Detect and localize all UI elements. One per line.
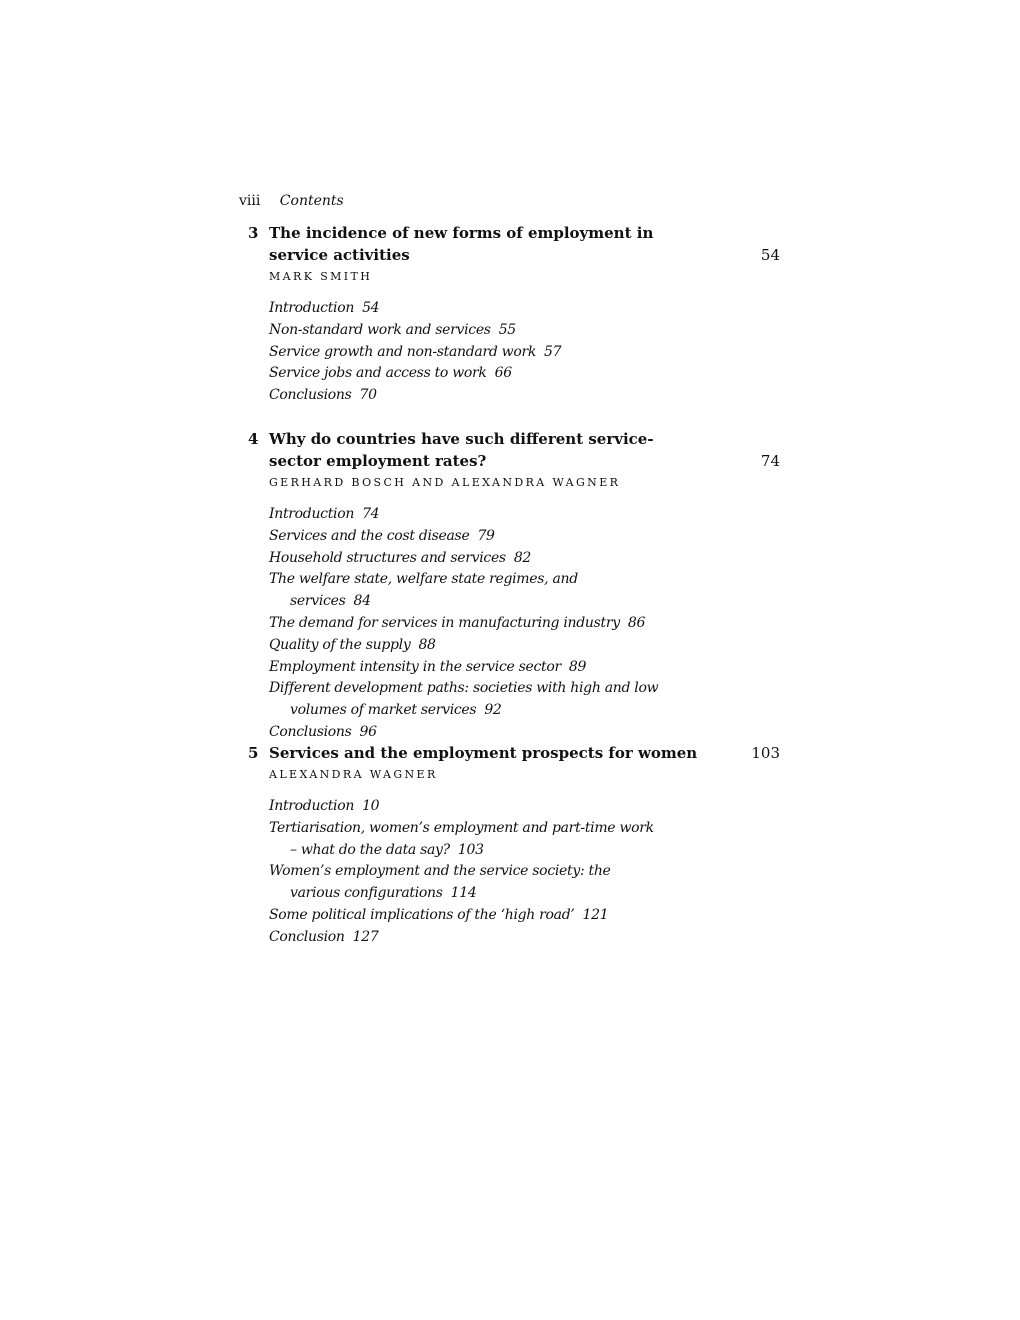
chapter-heading xyxy=(269,428,780,472)
section-entry: Household structures and services 82 xyxy=(269,549,532,566)
section-entry: Women’s employment and the service society: the various configurations 114 xyxy=(269,863,611,902)
section-entry: Tertiarisation, women’s employment and part-time work – what do the data say? 103 xyxy=(269,819,654,858)
section-list xyxy=(269,504,780,744)
chapter-title: Why do countries have such different service-sector employment rates? xyxy=(269,430,654,470)
section-entry: Non-standard work and services 55 xyxy=(269,321,516,338)
chapter-author: GERHARD BOSCH AND ALEXANDRA WAGNER xyxy=(269,476,621,489)
section-entry: Conclusions 96 xyxy=(269,723,377,740)
chapter-number: 3 xyxy=(248,224,259,242)
section-entry: Introduction 74 xyxy=(269,506,380,522)
section-entry: Quality of the supply 88 xyxy=(269,636,436,653)
chapter-4 xyxy=(239,428,780,760)
running-head xyxy=(239,193,344,209)
section-list xyxy=(269,796,780,949)
section-entry: Introduction 10 xyxy=(269,798,380,814)
chapter-author: MARK SMITH xyxy=(269,270,373,283)
chapter-number: 4 xyxy=(248,430,259,448)
section-entry: Conclusion 127 xyxy=(269,928,379,945)
section-entry: Some political implications of the ‘high road’ 121 xyxy=(269,906,609,923)
section-entry: Different development paths: societies with high and low volumes of market services 92 xyxy=(269,680,659,719)
page-folio: viii xyxy=(239,193,261,209)
section-list xyxy=(269,298,780,407)
chapter-title: Services and the employment prospects for women xyxy=(269,744,698,762)
section-entry: Conclusions 70 xyxy=(269,387,377,404)
chapter-number: 5 xyxy=(248,744,259,762)
chapter-3 xyxy=(239,222,780,423)
chapter-5 xyxy=(239,742,780,965)
chapter-heading xyxy=(269,742,780,764)
section-entry: Services and the cost disease 79 xyxy=(269,527,495,544)
running-head-title: Contents xyxy=(279,193,344,209)
chapter-author: ALEXANDRA WAGNER xyxy=(269,768,438,781)
chapter-page: 54 xyxy=(760,246,780,264)
chapter-page: 103 xyxy=(751,744,780,762)
section-entry: Employment intensity in the service sector 89 xyxy=(269,658,587,675)
chapter-heading xyxy=(269,222,780,266)
section-entry: Service growth and non-standard work 57 xyxy=(269,343,562,360)
section-entry: Service jobs and access to work 66 xyxy=(269,365,512,382)
section-entry: The welfare state, welfare state regimes, and services 84 xyxy=(269,571,578,610)
section-entry: The demand for services in manufacturing industry 86 xyxy=(269,614,646,631)
section-entry: Introduction 54 xyxy=(269,300,380,316)
chapter-page: 74 xyxy=(760,452,780,470)
chapter-title: The incidence of new forms of employment in service activities xyxy=(269,224,654,264)
